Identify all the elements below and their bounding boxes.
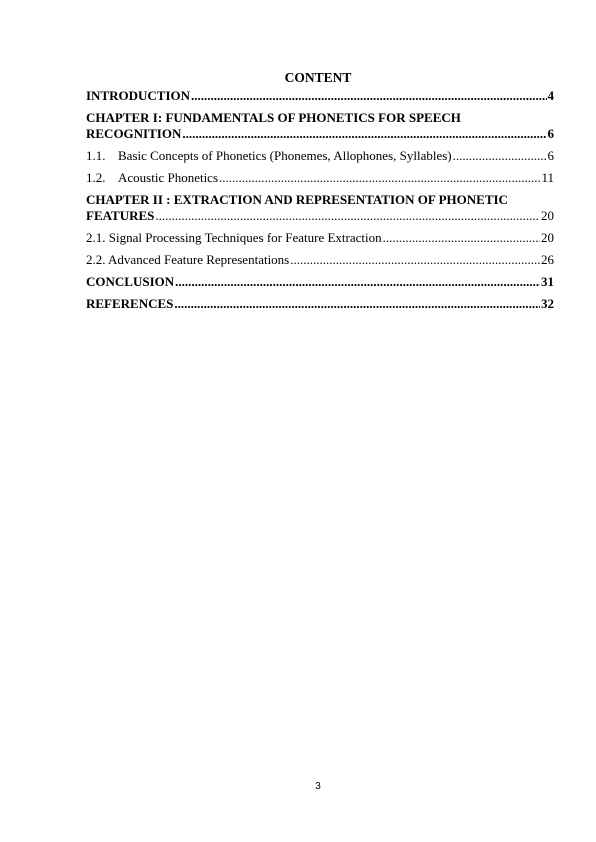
toc-page-number: 20 [541,208,554,223]
dot-leader [290,252,540,268]
dot-leader [174,296,540,312]
toc-entry-introduction[interactable] [86,88,554,104]
dot-leader [191,88,546,104]
toc-entry-2-1[interactable] [86,230,554,246]
toc-entry-references[interactable] [86,296,554,312]
table-of-contents [86,88,554,318]
toc-page-number: 32 [541,296,554,311]
toc-entry-label: Basic Concepts of Phonetics (Phonemes, Allophones, Syllables) [118,148,452,163]
toc-entry-label: INTRODUCTION [86,88,191,103]
toc-entry-label: 2.1. Signal Processing Techniques for Feature Extraction [86,230,382,245]
toc-entry-label-line1: CHAPTER I: FUNDAMENTALS OF PHONETICS FOR SPEECH [86,110,461,125]
toc-entry-number: 1.2. [86,170,106,185]
toc-entry-1-2[interactable] [86,170,554,186]
dot-leader [182,126,546,142]
toc-page-number: 20 [541,230,554,245]
toc-entry-conclusion[interactable] [86,274,554,290]
toc-entry-1-1[interactable] [86,148,554,164]
toc-entry-label: REFERENCES [86,296,174,311]
toc-page-number: 6 [547,126,554,141]
toc-entry-chapter-1[interactable] [86,110,554,142]
toc-entry-label: 2.2. Advanced Feature Representations [86,252,290,267]
page-title: CONTENT [284,70,352,85]
toc-entry-chapter-2[interactable] [86,192,554,224]
toc-entry-label-line1: CHAPTER II : EXTRACTION AND REPRESENTATION OF PHONETIC [86,192,508,207]
toc-entry-2-2[interactable] [86,252,554,268]
page-number: 3 [315,781,321,792]
toc-entry-label: Acoustic Phonetics [118,170,219,185]
toc-entry-label-line2: RECOGNITION [86,126,182,141]
toc-page-number: 4 [547,88,554,103]
dot-leader [383,230,540,246]
dot-leader [453,148,547,164]
dot-leader [219,170,540,186]
toc-entry-label: CONCLUSION [86,274,175,289]
toc-entry-number: 1.1. [86,148,106,163]
toc-page-number: 31 [541,274,554,289]
toc-entry-label-line2: FEATURES [86,208,155,223]
toc-page-number: 11 [541,170,554,185]
dot-leader [175,274,540,290]
toc-page-number: 26 [541,252,554,267]
dot-leader [155,208,540,224]
toc-page-number: 6 [547,148,554,163]
